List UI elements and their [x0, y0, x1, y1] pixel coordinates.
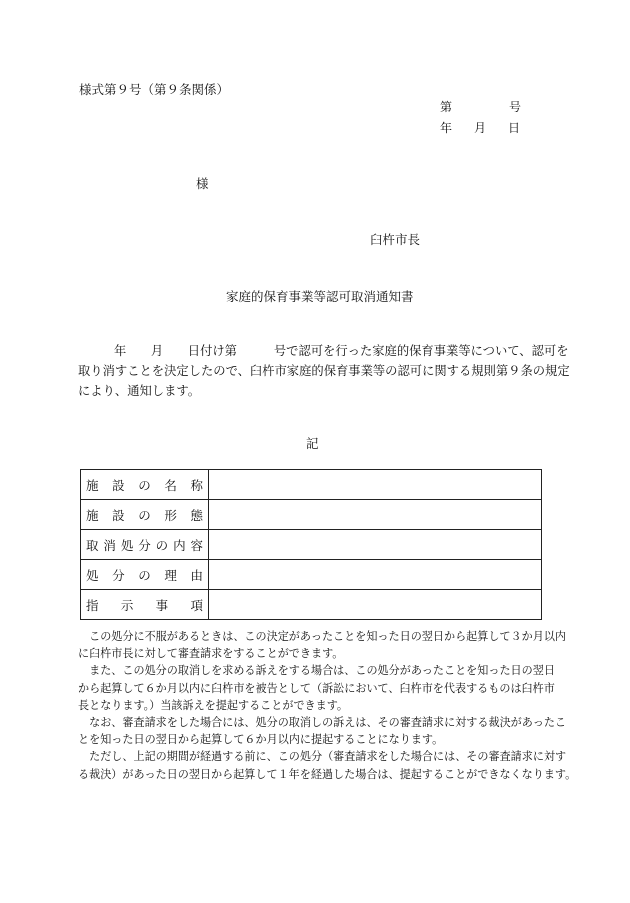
row-value — [209, 590, 542, 620]
row-value — [209, 500, 542, 530]
table-row — [81, 590, 542, 620]
row-value — [209, 470, 542, 500]
issue-date-day: 日 — [508, 121, 521, 135]
row-label: 施設の名称 — [81, 470, 209, 500]
details-table — [80, 469, 542, 620]
notice-line: る裁決）があった日の翌日から起算して１年を経過した場合は、提起することができなくなります。 — [78, 767, 577, 781]
row-value — [209, 530, 542, 560]
row-label: 指示事項 — [81, 590, 209, 620]
issue-date-month: 月 — [474, 121, 487, 135]
body-line: により、通知します。 — [78, 384, 200, 398]
notice-line: に臼杵市長に対して審査請求をすることができます。 — [78, 647, 344, 661]
row-label: 施設の形態 — [81, 500, 209, 530]
issue-number-suffix: 号 — [509, 100, 522, 114]
issue-date-year: 年 — [440, 121, 453, 135]
document-title: 家庭的保育事業等認可取消通知書 — [226, 289, 414, 304]
notice-line: また、この処分の取消しを求める訴えをする場合は、この処分があったことを知った日の翌日 — [78, 664, 555, 678]
table-row — [81, 500, 542, 530]
notice-line: とを知った日の翌日から起算して６か月以内に提起することになります。 — [78, 733, 444, 747]
addressee-honorific: 様 — [196, 176, 209, 191]
body-line: 年 月 日付け第 号で認可を行った家庭的保育事業等について、認可を — [114, 344, 569, 358]
table-row — [81, 530, 542, 560]
body-line: 取り消すことを決定したので、臼杵市家庭的保育事業等の認可に関する規則第９条の規定 — [78, 364, 570, 378]
ki-heading: 記 — [306, 436, 319, 451]
notice-line: ただし、上記の期間が経過する前に、この処分（審査請求をした場合には、その審査請求に対す — [78, 750, 567, 764]
form-number: 様式第９号（第９条関係） — [79, 82, 230, 97]
body-paragraph — [78, 341, 570, 401]
row-label: 処分の理由 — [81, 560, 209, 590]
notice-line: から起算して６か月以内に臼杵市を被告として（訴訟において、臼杵市を代表するものは臼杵市 — [78, 681, 555, 695]
issuer-name: 臼杵市長 — [370, 232, 421, 247]
notice-line: 長となります。）当該訴えを提起することができます。 — [78, 698, 349, 712]
issue-number — [440, 98, 521, 115]
issue-date — [440, 119, 520, 136]
row-value — [209, 560, 542, 590]
appeal-notice — [78, 628, 577, 783]
table-row — [81, 560, 542, 590]
notice-line: この処分に不服があるときは、この決定があったことを知った日の翌日から起算して３か月以内 — [78, 630, 567, 643]
notice-line: なお、審査請求をした場合には、処分の取消しの訴えは、その審査請求に対する裁決があったこ — [78, 716, 567, 730]
table-row — [81, 470, 542, 500]
row-label: 取消処分の内容 — [81, 530, 209, 560]
issue-number-prefix: 第 — [440, 100, 453, 114]
